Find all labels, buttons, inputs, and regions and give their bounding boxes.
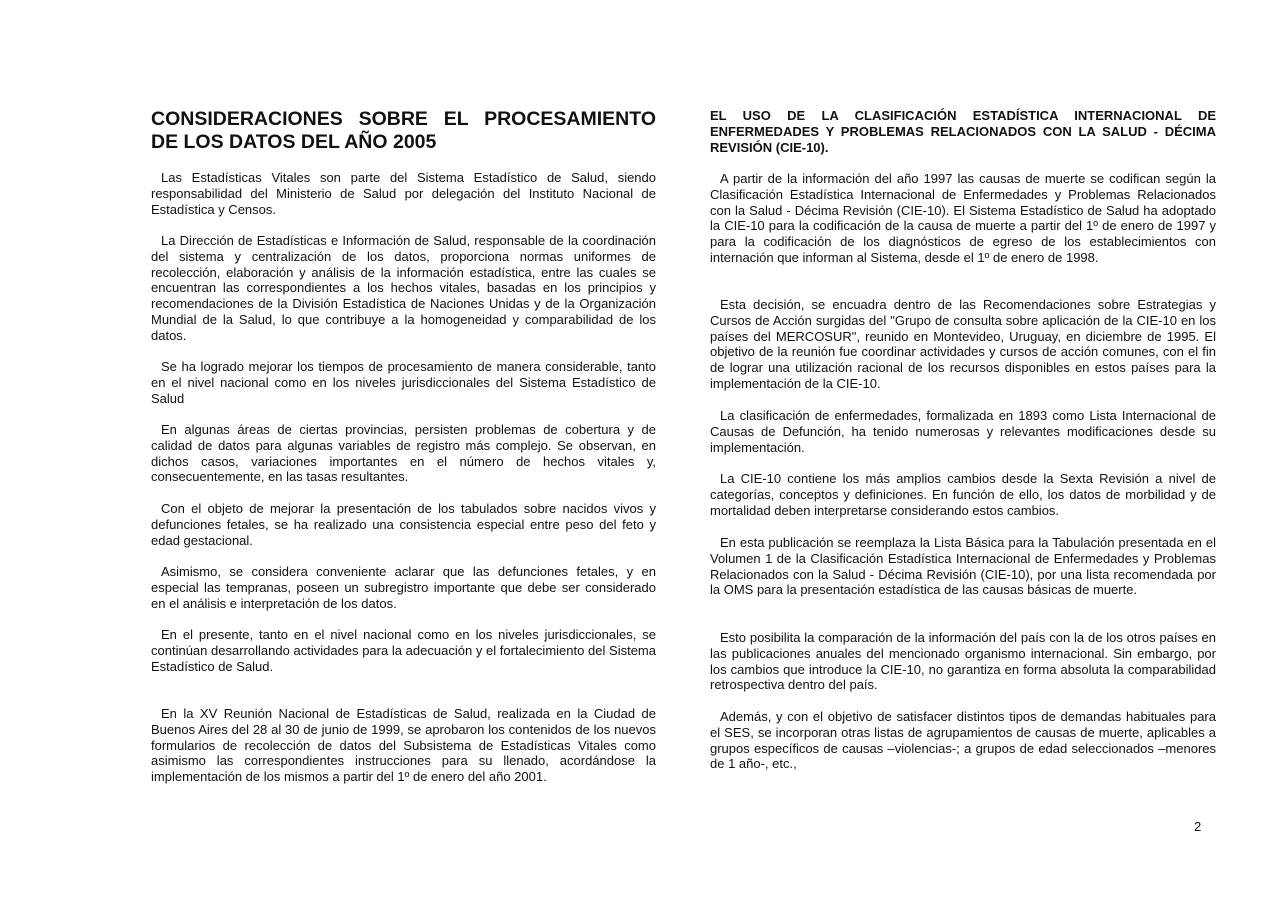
- paragraph: Además, y con el objetivo de satisfacer distintos tipos de demandas habituales para el SES, se incorporan otras listas de agrupamientos de causas de muerte, aplicables a grupos específicos de causas –violencias-; a grupos de edad seleccionados –menores de 1 año-, etc.,: [710, 709, 1216, 772]
- page-number: 2: [1194, 819, 1202, 834]
- paragraph: La CIE-10 contiene los más amplios cambios desde la Sexta Revisión a nivel de categorías, conceptos y definiciones. En función de ello, los datos de morbilidad y de mortalidad deben interpretarse considerando estos cambios.: [710, 471, 1216, 518]
- paragraph: A partir de la información del año 1997 las causas de muerte se codifican según la Clasificación Estadística Internacional de Enfermedades y Problemas Relacionados con la Salud - Décima Revisión (CIE-10). El Sistema Estadístico de Salud ha adoptado la CIE-10 para la codificación de la causa de muerte a partir del 1º de enero de 1997 y para la codificación de los diagnósticos de egreso de los establecimientos con internación que informan al Sistema, desde el 1º de enero de 1998.: [710, 171, 1216, 265]
- paragraph: En algunas áreas de ciertas provincias, persisten problemas de cobertura y de calidad de datos para algunas variables de registro más complejo. Se observan, en dichos casos, variaciones importantes en el número de hechos vitales y, consecuentemente, en las tasas resultantes.: [151, 422, 656, 485]
- paragraph: Las Estadísticas Vitales son parte del Sistema Estadístico de Salud, siendo responsabilidad del Ministerio de Salud por delegación del Instituto Nacional de Estadística y Censos.: [151, 170, 656, 217]
- paragraph: Asimismo, se considera conveniente aclarar que las defunciones fetales, y en especial las tempranas, poseen un subregistro importante que debe ser considerado en el análisis e interpretación de los datos.: [151, 564, 656, 611]
- paragraph: En el presente, tanto en el nivel nacional como en los niveles jurisdiccionales, se continúan desarrollando actividades para la adecuación y el fortalecimiento del Sistema Estadístico de Salud.: [151, 627, 656, 674]
- left-section-title: CONSIDERACIONES SOBRE EL PROCESAMIENTO DE LOS DATOS DEL AÑO 2005: [151, 108, 656, 153]
- paragraph: Con el objeto de mejorar la presentación de los tabulados sobre nacidos vivos y defunciones fetales, se ha realizado una consistencia especial entre peso del feto y edad gestacional.: [151, 501, 656, 548]
- paragraph: La clasificación de enfermedades, formalizada en 1893 como Lista Internacional de Causas de Defunción, ha tenido numerosas y relevantes modificaciones desde su implementación.: [710, 408, 1216, 455]
- right-section-title: EL USO DE LA CLASIFICACIÓN ESTADÍSTICA INTERNACIONAL DE ENFERMEDADES Y PROBLEMAS RELACIONADOS CON LA SALUD - DÉCIMA REVISIÓN (CIE-10).: [710, 108, 1216, 155]
- paragraph: Esta decisión, se encuadra dentro de las Recomendaciones sobre Estrategias y Cursos de Acción surgidas del "Grupo de consulta sobre aplicación de la CIE-10 en los países del MERCOSUR", reunido en Montevideo, Uruguay, en diciembre de 1995. El objetivo de la reunión fue coordinar actividades y cursos de acción comunes, con el fin de lograr una utilización racional de los recursos disponibles en estos países para la implementación de la CIE-10.: [710, 297, 1216, 391]
- paragraph: En la XV Reunión Nacional de Estadísticas de Salud, realizada en la Ciudad de Buenos Aires del 28 al 30 de junio de 1999, se aprobaron los contenidos de los nuevos formularios de recolección de datos del Subsistema de Estadísticas Vitales como asimismo las correspondientes instrucciones para su llenado, acordándose la implementación de los mismos a partir del 1º de enero del año 2001.: [151, 706, 656, 785]
- paragraph: En esta publicación se reemplaza la Lista Básica para la Tabulación presentada en el Volumen 1 de la Clasificación Estadística Internacional de Enfermedades y Problemas Relacionados con la Salud - Décima Revisión (CIE-10), por una lista recomendada por la OMS para la presentación estadística de las causas básicas de muerte.: [710, 535, 1216, 598]
- paragraph: La Dirección de Estadísticas e Información de Salud, responsable de la coordinación del sistema y centralización de los datos, proporciona normas uniformes de recolección, elaboración y análisis de la información estadística, entre las cuales se encuentran las correspondientes a los hechos vitales, basadas en los principios y recomendaciones de la División Estadística de Naciones Unidas y de la Organización Mundial de la Salud, lo que contribuye a la homogeneidad y comparabilidad de los datos.: [151, 233, 656, 343]
- paragraph: Esto posibilita la comparación de la información del país con la de los otros países en las publicaciones anuales del mencionado organismo internacional. Sin embargo, por los cambios que introduce la CIE-10, no garantiza en forma absoluta la comparabilidad retrospectiva dentro del país.: [710, 630, 1216, 693]
- paragraph: Se ha logrado mejorar los tiempos de procesamiento de manera considerable, tanto en el nivel nacional como en los niveles jurisdiccionales del Sistema Estadístico de Salud: [151, 359, 656, 406]
